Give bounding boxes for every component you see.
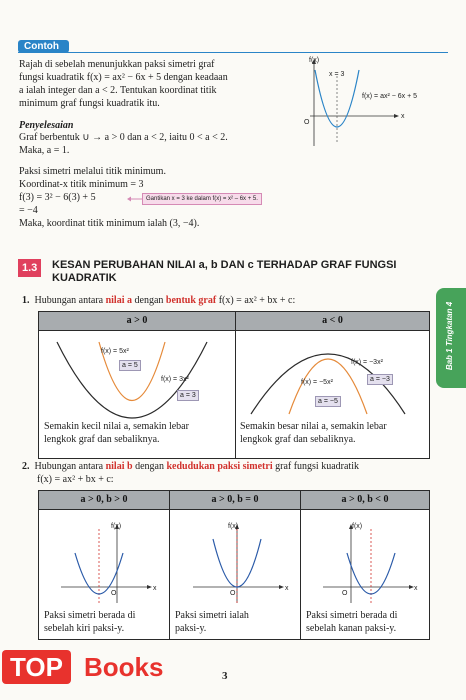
substitution-note: Gantikan x = 3 ke dalam f(x) = x² – 6x + 5. bbox=[142, 193, 262, 205]
label-a-neg5: a = −5 bbox=[315, 396, 341, 407]
item1-text-before: Hubungan antara bbox=[34, 295, 104, 306]
graph-x-label: x bbox=[401, 113, 405, 120]
watermark-logo bbox=[2, 646, 232, 690]
desc-b-negative bbox=[306, 609, 426, 635]
item2-number: 2. bbox=[22, 461, 30, 472]
working-line: f(3) = 3² − 6(3) + 5 bbox=[19, 192, 96, 203]
origin-label: O bbox=[342, 590, 348, 597]
label-f-neg5x2: f(x) = −5x² bbox=[301, 379, 333, 386]
graph-y-label: f(x) bbox=[309, 57, 320, 64]
graph-b-positive bbox=[53, 517, 163, 607]
item1-text-mid: dengan bbox=[134, 295, 164, 306]
watermark-top: TOP bbox=[2, 650, 71, 684]
desc-b-zero bbox=[175, 609, 297, 635]
example-divider bbox=[18, 52, 448, 53]
label-a-neg3: a = −3 bbox=[367, 374, 393, 385]
table-header-b-negative: a > 0, b < 0 bbox=[301, 491, 429, 510]
desc-line: lengkok graf dan sebaliknya. bbox=[240, 434, 356, 445]
section-title-line: KUADRATIK bbox=[52, 272, 117, 284]
desc-line: lengkok graf dan sebaliknya. bbox=[44, 434, 160, 445]
solution-line: Graf berbentuk ∪ → a > 0 dan a < 2, iaitu 0 < a < 2. bbox=[19, 132, 228, 143]
axis-x-label: x bbox=[285, 585, 289, 592]
item1-text-after: f(x) = ax² + bx + c: bbox=[218, 295, 296, 306]
item2-text-mid: dengan bbox=[135, 461, 164, 472]
desc-line: sebelah kiri paksi-y. bbox=[44, 623, 125, 634]
table-header-b-positive: a > 0, b > 0 bbox=[39, 491, 170, 510]
chapter-side-tab bbox=[436, 288, 466, 388]
table-a-shape bbox=[38, 311, 430, 459]
item1-highlight-shape: bentuk graf bbox=[165, 295, 217, 306]
desc-a-negative bbox=[240, 420, 426, 446]
desc-b-positive bbox=[44, 609, 166, 635]
table-divider bbox=[300, 491, 301, 639]
item1-highlight-a: nilai a bbox=[105, 295, 132, 306]
solution-text bbox=[19, 131, 309, 157]
solution-heading: Penyelesaian bbox=[19, 120, 74, 131]
table-header-a-positive: a > 0 bbox=[39, 312, 236, 331]
problem-line: a ialah integer dan a < 2. Tentukan koordinat titik bbox=[19, 85, 217, 96]
item2-text-before: Hubungan antara bbox=[34, 461, 104, 472]
example-graph bbox=[296, 54, 446, 154]
table-divider bbox=[235, 312, 236, 458]
label-f-5x2: f(x) = 5x² bbox=[101, 348, 129, 355]
item2-highlight-axis: kedudukan paksi simetri bbox=[166, 461, 273, 472]
desc-line: Semakin besar nilai a, semakin lebar bbox=[240, 421, 387, 432]
item2-line2: f(x) = ax² + bx + c: bbox=[37, 474, 114, 485]
desc-line: Paksi simetri berada di bbox=[44, 610, 136, 621]
item2-statement bbox=[22, 460, 442, 486]
desc-line: sebelah kanan paksi-y. bbox=[306, 623, 397, 634]
problem-line: minimum graf fungsi kuadratik itu. bbox=[19, 98, 160, 109]
item2-highlight-b: nilai b bbox=[105, 461, 133, 472]
item1-statement bbox=[22, 294, 422, 307]
origin-label: O bbox=[111, 590, 117, 597]
graph-a-negative bbox=[243, 334, 423, 420]
working-line: Paksi simetri melalui titik minimum. bbox=[19, 166, 166, 177]
curve-label: f(x) = ax² − 6x + 5 bbox=[362, 93, 418, 100]
graph-b-negative bbox=[315, 517, 425, 607]
axis-of-symmetry-label: x = 3 bbox=[329, 71, 345, 78]
graph-a-positive bbox=[47, 334, 227, 420]
table-b-axis bbox=[38, 490, 430, 640]
example-badge: Contoh bbox=[18, 40, 69, 53]
working-line: Maka, koordinat titik minimum ialah (3, −4). bbox=[19, 218, 200, 229]
watermark-books: Books bbox=[84, 652, 164, 682]
axis-x-label: x bbox=[414, 585, 418, 592]
item1-number: 1. bbox=[22, 295, 30, 306]
section-title-line: KESAN PERUBAHAN NILAI a, b DAN c TERHADAP GRAF FUNGSI bbox=[52, 259, 397, 271]
table-divider bbox=[169, 491, 170, 639]
table-header-a-negative: a < 0 bbox=[236, 312, 429, 331]
working-line: Koordinat-x titik minimum = 3 bbox=[19, 179, 144, 190]
origin-label: O bbox=[230, 590, 236, 597]
desc-line: Semakin kecil nilai a, semakin lebar bbox=[44, 421, 189, 432]
desc-line: paksi-y. bbox=[175, 623, 207, 634]
label-a-3: a = 3 bbox=[177, 390, 199, 401]
problem-line: Rajah di sebelah menunjukkan paksi simetri graf bbox=[19, 59, 215, 70]
table-header-b-zero: a > 0, b = 0 bbox=[170, 491, 301, 510]
section-title bbox=[52, 259, 432, 285]
axis-y-label: f(x) bbox=[352, 523, 363, 530]
axis-x-label: x bbox=[153, 585, 157, 592]
desc-line: Paksi simetri berada di bbox=[306, 610, 398, 621]
label-a-5: a = 5 bbox=[119, 360, 141, 371]
page-number: 3 bbox=[222, 670, 228, 682]
desc-a-positive bbox=[44, 420, 232, 446]
item2-text-after: graf fungsi kuadratik bbox=[275, 461, 359, 472]
label-f-3x2: f(x) = 3x² bbox=[161, 376, 189, 383]
label-f-neg3x2: f(x) = −3x² bbox=[351, 359, 383, 366]
note-arrow bbox=[127, 195, 143, 203]
graph-b-zero bbox=[185, 517, 295, 607]
graph-origin: O bbox=[304, 119, 310, 126]
problem-line: fungsi kuadratik f(x) = ax² − 6x + 5 dengan keadaan bbox=[19, 72, 228, 83]
working-line: = −4 bbox=[19, 205, 38, 216]
chapter-side-tab-label: Bab 1 Tingkatan 4 bbox=[445, 301, 454, 371]
example-problem bbox=[19, 58, 309, 110]
section-number: 1.3 bbox=[18, 259, 41, 277]
desc-line: Paksi simetri ialah bbox=[175, 610, 249, 621]
axis-y-label: f(x) bbox=[228, 523, 239, 530]
solution-line: Maka, a = 1. bbox=[19, 145, 70, 156]
axis-y-label: f(x) bbox=[111, 523, 122, 530]
